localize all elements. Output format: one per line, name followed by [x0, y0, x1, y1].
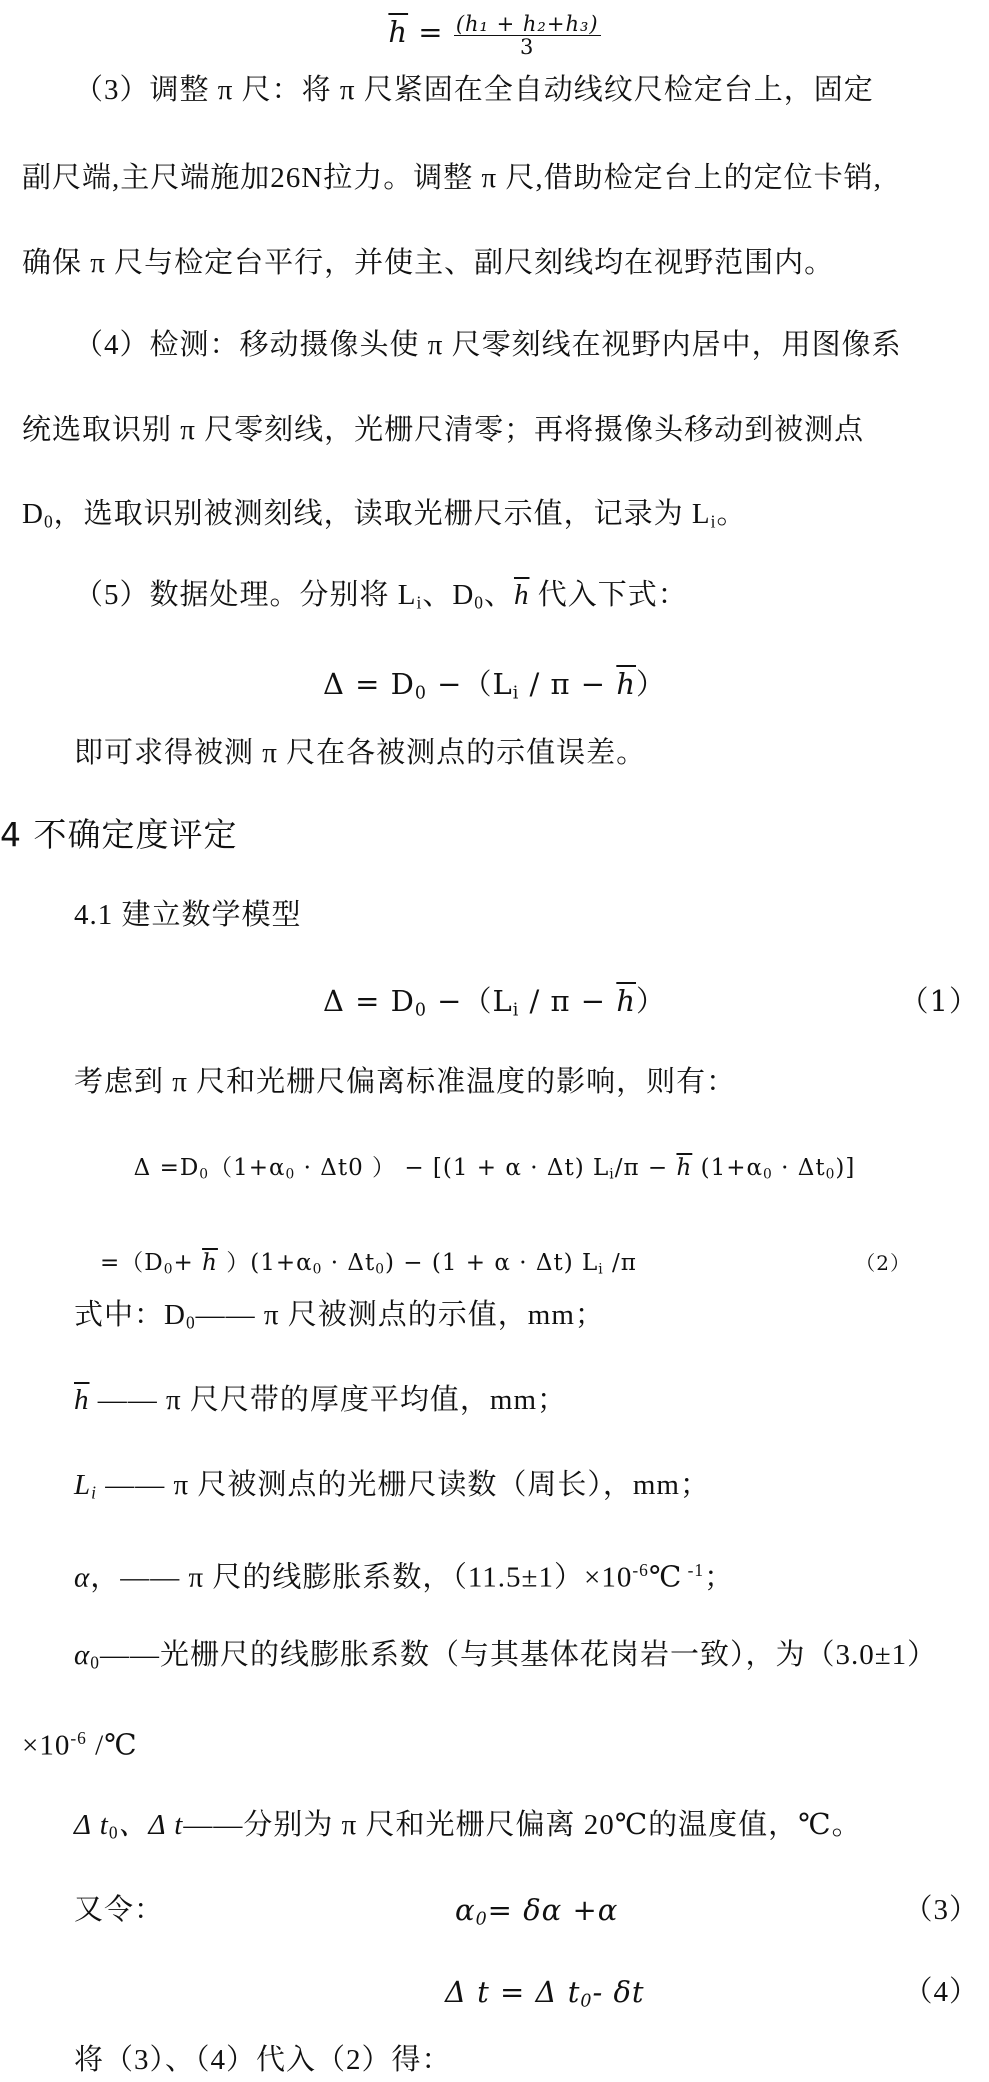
consider-text: 考虑到 π 尺和光栅尺偏离标准温度的影响，则有： [74, 1066, 737, 1098]
eq2b-e: ) − (1 + α · Δt) L [385, 1250, 599, 1276]
eq2a-hbar: $\overline{h}$ [676, 1155, 693, 1181]
eq-main-hbar: $\overline{h}$ [616, 667, 637, 701]
equation-number-2: （2） [855, 1251, 911, 1275]
step4-line2: 统选取识别 π 尺零刻线，光栅尺清零；再将摄像头移动到被测点 [22, 414, 865, 446]
eq-main-rhs2: / π − [519, 667, 617, 701]
eq1-end: ） [636, 984, 667, 1018]
def-alpha-symbol: α [74, 1561, 91, 1594]
eq1-sub2: i [512, 1000, 520, 1021]
def-alpha0-symbol: α [74, 1639, 91, 1671]
step3-line3: 确保 π 尺与检定台平行，并使主、副尺刻线均在视野范围内。 [22, 247, 835, 279]
fraction-numerator: (h₁ + h₂+h₃) [455, 11, 599, 36]
eq-main-end: ） [636, 667, 667, 701]
d0-subscript: 0 [43, 511, 54, 532]
eq2b-f: /π [603, 1250, 637, 1276]
fraction-denominator: 3 [520, 34, 535, 59]
def-hbar-text: —— π 尺尺带的厚度平均值，mm； [89, 1384, 568, 1416]
eq2b-s3: 0 [375, 1261, 386, 1278]
def-d0-a: 式中：D [74, 1299, 186, 1331]
step5-text-b: 、D [422, 579, 475, 611]
eq3-sub: 0 [475, 1909, 488, 1930]
step5-sub2: 0 [474, 592, 484, 613]
eq2b-s1: 0 [163, 1261, 174, 1278]
eq2a-e: (1+α [692, 1155, 764, 1181]
formula-hbar [0, 4, 989, 61]
def-dt-a: Δ t [74, 1809, 109, 1841]
def-hbar-symbol: $\overline{h}$ [74, 1384, 90, 1416]
def-alpha0-exp: -6 [70, 1728, 87, 1748]
def-alpha0 [0, 1635, 989, 1682]
eq2a-a: Δ =D [133, 1155, 200, 1181]
def-alpha-unit: ℃ [648, 1561, 683, 1594]
hbar-symbol: $\overline{h}$ [388, 15, 409, 49]
def-hbar [0, 1380, 989, 1420]
def-dt-sub: 0 [108, 1822, 119, 1843]
eq1-lhs: Δ = D [322, 984, 415, 1018]
eq2b-d: · Δt [322, 1250, 376, 1276]
step5-line [0, 575, 989, 622]
step5-text-c: 、 [483, 579, 514, 611]
eq2a-s2: 0 [285, 1166, 296, 1183]
eq4-a: Δ t = Δ t [445, 1975, 581, 2009]
eq-main-sub2: i [512, 683, 520, 704]
d0-symbol: D [22, 498, 44, 530]
eq2b-b: + [173, 1250, 203, 1276]
eq2a-f: · Δt [772, 1155, 826, 1181]
eq-main-rhs: −（L [426, 667, 513, 701]
def-alpha0-text: ——光栅尺的线膨胀系数（与其基体花岗岩一致），为（3.0±1） [99, 1639, 938, 1671]
def-alpha-text: ，—— π 尺的线膨胀系数，（11.5±1）×10 [90, 1561, 633, 1594]
step4-line3-end: 。 [716, 498, 747, 530]
def-d0-b: —— π 尺被测点的示值，mm； [195, 1299, 605, 1331]
def-li-symbol: L [74, 1469, 92, 1501]
def-alpha0-unit: /℃ [86, 1729, 138, 1762]
after-equation-text: 即可求得被测 π 尺在各被测点的示值误差。 [74, 737, 647, 769]
eq1-rhs2: / π − [519, 984, 617, 1018]
def-dt [0, 1805, 989, 1852]
equation-main [0, 664, 989, 713]
def-li-sub: i [91, 1482, 97, 1503]
eq2b-hbar: $\overline{h}$ [202, 1250, 218, 1276]
let-text: 又令： [74, 1894, 165, 1926]
def-dt-b: 、Δ t [118, 1809, 184, 1841]
equation-1-body [0, 981, 989, 1030]
eq-main-sub: 0 [414, 683, 427, 704]
eq2a-d: /π − [614, 1155, 677, 1181]
def-li-text: —— π 尺被测点的光栅尺读数（周长），mm； [96, 1469, 710, 1501]
equation-number-4: （4） [903, 1976, 979, 2008]
eq2b-c: ）(1+α [217, 1250, 313, 1276]
def-alpha0-line2 [0, 1718, 989, 1765]
eq1-hbar: $\overline{h}$ [616, 984, 637, 1018]
step4-line3 [0, 494, 989, 541]
eq2a-g: )] [835, 1155, 856, 1181]
eq1-sub: 0 [414, 1000, 427, 1021]
def-dt-c: ——分别为 π 尺和光栅尺偏离 20℃的温度值，℃。 [183, 1809, 862, 1841]
eq4-b: - δt [592, 1975, 645, 2009]
step5-text-a: （5）数据处理。分别将 L [74, 579, 417, 611]
fraction [454, 13, 601, 58]
eq3-a: α [455, 1893, 476, 1927]
eq2a-s5: 0 [825, 1166, 836, 1183]
section-heading: 4 不确定度评定 [0, 815, 238, 854]
li-subscript: i [710, 511, 717, 532]
step4-line1: （4）检测：移动摄像头使 π 尺零刻线在视野内居中，用图像系 [74, 329, 902, 361]
def-alpha-exp2: -1 [682, 1560, 705, 1580]
eq4-sub: 0 [580, 1991, 593, 2012]
formula-lhs: $\overline{h}$ = [388, 15, 454, 49]
equation-4-body [445, 1972, 645, 2021]
eq2a-s3: i [609, 1166, 615, 1183]
def-li [0, 1465, 989, 1512]
equation-3-body [455, 1890, 618, 1939]
eq2a-b: （1+α [209, 1155, 286, 1181]
equation-2b [0, 1243, 989, 1289]
eq-main-lhs: Δ = D [322, 667, 415, 701]
def-d0 [0, 1295, 989, 1342]
def-alpha-end: ； [704, 1561, 735, 1594]
eq1-rhs: −（L [426, 984, 513, 1018]
step3-line2: 副尺端,主尺端施加26N拉力。调整 π 尺,借助检定台上的定位卡销, [22, 162, 882, 194]
step4-line3-text: ，选取识别被测刻线，读取光栅尺示值，记录为 L [53, 498, 711, 530]
equation-2a [0, 1148, 989, 1194]
eq2a-s4: 0 [763, 1166, 773, 1183]
equation-number-3: （3） [903, 1894, 979, 1926]
subsection-heading: 4.1 建立数学模型 [74, 899, 302, 931]
def-alpha0-l2: ×10 [22, 1729, 71, 1762]
eq2b-s2: 0 [312, 1261, 323, 1278]
substitute-text: 将（3）、（4）代入（2）得： [74, 2044, 452, 2076]
step5-sub1: i [416, 592, 423, 613]
step3-line1: （3）调整 π 尺：将 π 尺紧固在全自动线纹尺检定台上，固定 [74, 74, 874, 106]
equation-number-1: （1） [899, 984, 979, 1018]
eq3-b: = δα +α [487, 1893, 619, 1927]
step5-hbar: $\overline{h}$ [513, 579, 530, 611]
def-alpha-exp: -6 [632, 1560, 649, 1580]
equation-1 [0, 981, 989, 1030]
def-d0-sub: 0 [185, 1312, 196, 1333]
step5-text-d: 代入下式： [529, 579, 688, 611]
def-alpha0-sub: 0 [90, 1652, 100, 1673]
eq2b-a: =（D [100, 1250, 164, 1276]
eq2a-c: · Δt0 ） − [(1 + α · Δt) L [295, 1155, 610, 1181]
eq2b-s4: i [598, 1261, 604, 1278]
eq2a-s1: 0 [199, 1166, 210, 1183]
def-alpha [0, 1550, 989, 1597]
